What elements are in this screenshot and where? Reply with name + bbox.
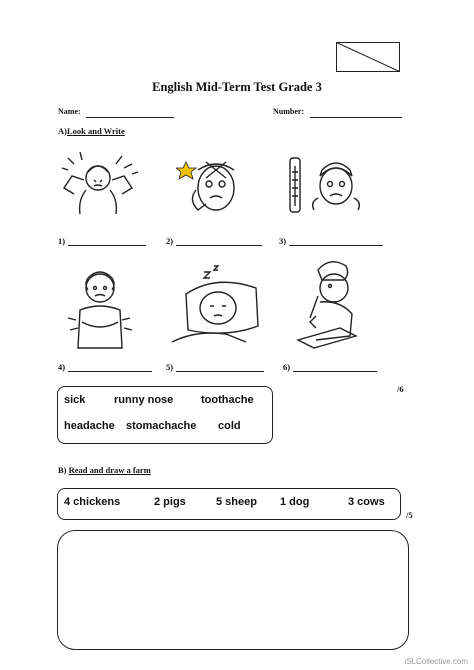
stomachache-illustration bbox=[60, 262, 142, 354]
farm-items-box bbox=[57, 488, 401, 520]
item-2-label: 2) bbox=[166, 236, 174, 246]
item-3-label: 3) bbox=[279, 236, 287, 246]
number-label: Number: bbox=[273, 107, 305, 116]
word-stomachache: stomachache bbox=[126, 420, 197, 432]
toothache-illustration bbox=[176, 148, 252, 220]
section-a-score: /6 bbox=[397, 384, 404, 394]
name-label: Name: bbox=[58, 107, 81, 116]
farm-item-cows: 3 cows bbox=[348, 496, 385, 508]
word-sick: sick bbox=[64, 394, 86, 406]
section-b-heading bbox=[58, 465, 151, 475]
name-line[interactable] bbox=[86, 117, 174, 118]
number-line[interactable] bbox=[310, 117, 402, 118]
farm-item-pigs: 2 pigs bbox=[154, 496, 186, 508]
farm-item-chickens: 4 chickens bbox=[64, 496, 121, 508]
item-6-line[interactable] bbox=[293, 371, 377, 372]
drawing-area[interactable] bbox=[57, 530, 409, 650]
item-4-line[interactable] bbox=[68, 371, 152, 372]
grade-box bbox=[336, 42, 400, 72]
section-b-score: /5 bbox=[406, 510, 413, 520]
item-3-line[interactable] bbox=[289, 245, 383, 246]
page-title: English Mid-Term Test Grade 3 bbox=[152, 80, 322, 94]
section-b-prefix: B) bbox=[58, 465, 67, 475]
section-a-prefix: A) bbox=[58, 126, 67, 136]
word-bank-box bbox=[57, 386, 273, 444]
item-5-line[interactable] bbox=[176, 371, 264, 372]
watermark: iSLCollective.com bbox=[404, 657, 468, 666]
cold-illustration bbox=[284, 152, 366, 220]
item-2-line[interactable] bbox=[176, 245, 262, 246]
item-1-line[interactable] bbox=[68, 245, 146, 246]
writing-illustration bbox=[290, 256, 374, 350]
item-1-label: 1) bbox=[58, 236, 66, 246]
word-toothache: toothache bbox=[201, 394, 254, 406]
word-runny-nose: runny nose bbox=[114, 394, 174, 406]
section-b-title: Read and draw a farm bbox=[68, 465, 151, 475]
section-a-heading bbox=[58, 126, 125, 136]
section-a-title: Look and Write bbox=[66, 126, 125, 136]
farm-item-sheep: 5 sheep bbox=[216, 496, 257, 508]
item-5-label: 5) bbox=[166, 362, 174, 372]
farm-item-dog: 1 dog bbox=[280, 496, 310, 508]
word-cold: cold bbox=[218, 420, 241, 432]
word-headache: headache bbox=[64, 420, 115, 432]
item-6-label: 6) bbox=[283, 362, 291, 372]
sick-illustration bbox=[166, 264, 266, 344]
item-4-label: 4) bbox=[58, 362, 66, 372]
headache-illustration bbox=[58, 150, 142, 218]
